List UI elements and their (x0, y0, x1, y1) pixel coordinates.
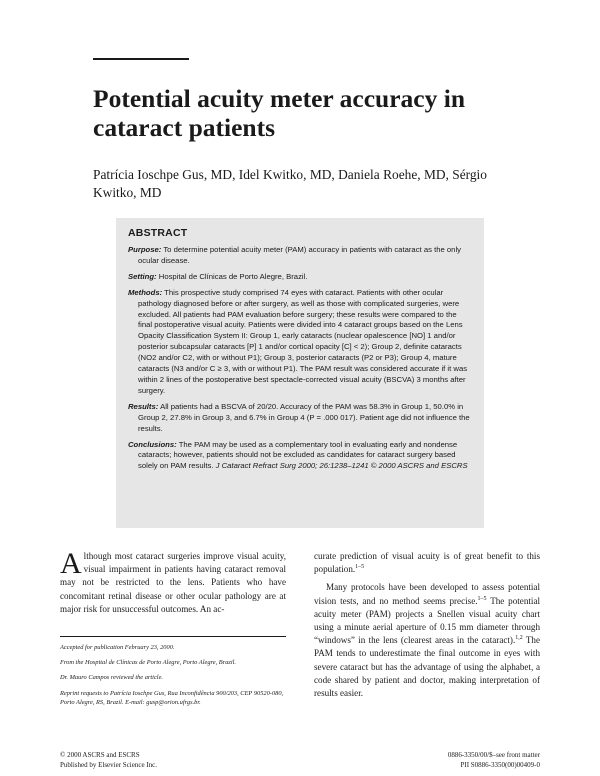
author-list: Patrícia Ioschpe Gus, MD, Idel Kwitko, MD, Daniela Roehe, MD, Sérgio Kwitko, MD (93, 167, 487, 200)
article-title: Potential acuity meter accuracy in cataract patients (93, 84, 466, 142)
intro-text: lthough most cataract surgeries improve visual acuity, visual impairment in patients having cataract removal may not be restricted to the lens. Patients who have concomitant retinal disease or other ocular pathology are at major risk for unsuccessful outcomes. An ac- (60, 551, 286, 614)
footnote-from: From the Hospital de Clínicas de Porto Alegre, Porto Alegre, Brazil. (60, 659, 237, 667)
right-p2-text-a: Many protocols have been developed to assess potential vision tests, and no method seems precise. (314, 582, 540, 606)
right-p2-text-b: The potential acuity meter (PAM) projects a Snellen visual acuity chart using a minute aerial aperture of 0.15 mm diameter through “windows” in the lens (clearest areas in the cataract). (314, 595, 541, 646)
ref-sup: 1–5 (355, 564, 365, 571)
footer-left (60, 751, 157, 770)
intro-paragraph (60, 547, 286, 616)
drop-cap: A (60, 547, 82, 580)
footnote-reprint: Reprint requests to Patrícia Ioschpe Gus, Rua Inconfidência 900/203, CEP 90520-080, Porto Alegre, RS, Brazil. E-mail: gusp@orion.ufrgs.br. (60, 689, 284, 706)
results-text: All patients had a BSCVA of 20/20. Accuracy of the PAM was 58.3% in Group 1, 50.0% in Group 2, 27.8% in Group 3, and 6.7% in Group 4 (P = .000 017). Patient age did not influence the results. (138, 401, 470, 433)
ref-sup: 1,2 (515, 635, 523, 642)
abstract-conclusions (128, 440, 472, 473)
ref-sup: 1–5 (477, 595, 487, 602)
setting-text: Hospital de Clínicas de Porto Alegre, Brazil. (158, 271, 308, 281)
footnotes (60, 643, 286, 713)
body-column-left (60, 547, 286, 616)
right-p1-text: curate prediction of visual acuity is of great benefit to this population. (314, 551, 540, 575)
abstract-methods (128, 288, 472, 397)
purpose-text: To determine potential acuity meter (PAM) accuracy in patients with cataract as the only ocular disease. (138, 245, 461, 265)
right-paragraph-2 (314, 581, 540, 700)
abstract-heading: ABSTRACT (128, 227, 188, 239)
footer-right (400, 751, 540, 770)
methods-label: Methods: (128, 287, 163, 297)
conclusions-label: Conclusions: (128, 439, 177, 449)
abstract-purpose (128, 245, 472, 267)
right-paragraph-1 (314, 550, 540, 576)
citation-text: J Cataract Refract Surg 2000; 26:1238–1241 © 2000 ASCRS and ESCRS (215, 461, 468, 471)
setting-label: Setting: (128, 271, 157, 281)
footer-issn: 0886-3350/00/$–see front matter (447, 751, 540, 759)
methods-text: This prospective study comprised 74 eyes with cataract. Patients with other ocular pathology diagnosed before or after surgery, as well as those with complicated surgeries, were excluded. All patients had PAM evaluation before surgery; these results were compared to the final postoperative visual acuity. Patients were divided into 4 cataract groups based on the Lens Opacity Classification System II: Group 1, early cataracts (nuclear opalescence [NO] 1 and/or posterior subcapsular cataracts [P] 1 and/or cortical opacity [C] < 2); Group 2, definite cataracts (NO2 and/or C2, with or without P1); Group 3, posterior cataracts (P2 or P3); Group 4, mature cataracts (N3 and/or C ≥ 3, with or without P1). The PAM result was considered accurate if it was within 2 lines of the postoperative best spectacle-corrected visual acuity (BSCVA) 3 months after surgery. (138, 287, 468, 395)
results-label: Results: (128, 401, 159, 411)
title-rule (93, 58, 189, 60)
footnote-rule (60, 636, 286, 637)
footnote-reviewed: Dr. Mauro Campos reviewed the article. (60, 674, 164, 682)
right-p2-text-c: The PAM tends to underestimate the final outcome in eyes with severe cataract but has the advantage of using the alphabet, a code shared by patient and doctor, making interpretation of results easier. (314, 635, 540, 699)
footer-pii: PII S0886-3350(00)00409-0 (460, 760, 540, 769)
footer-publisher: Published by Elsevier Science Inc. (60, 760, 158, 769)
footer-copyright: © 2000 ASCRS and ESCRS (60, 751, 140, 759)
conclusions-text: The PAM may be used as a complementary tool in evaluating early and nondense cataracts; however, patients should not be excluded as candidates for cataract surgery based solely on PAM results. (138, 439, 458, 471)
abstract-results (128, 402, 472, 435)
purpose-label: Purpose: (128, 245, 162, 254)
abstract-box (116, 218, 484, 528)
footnote-accepted: Accepted for publication February 23, 2000. (60, 644, 175, 651)
abstract-setting (128, 272, 472, 283)
body-column-right (314, 550, 540, 700)
